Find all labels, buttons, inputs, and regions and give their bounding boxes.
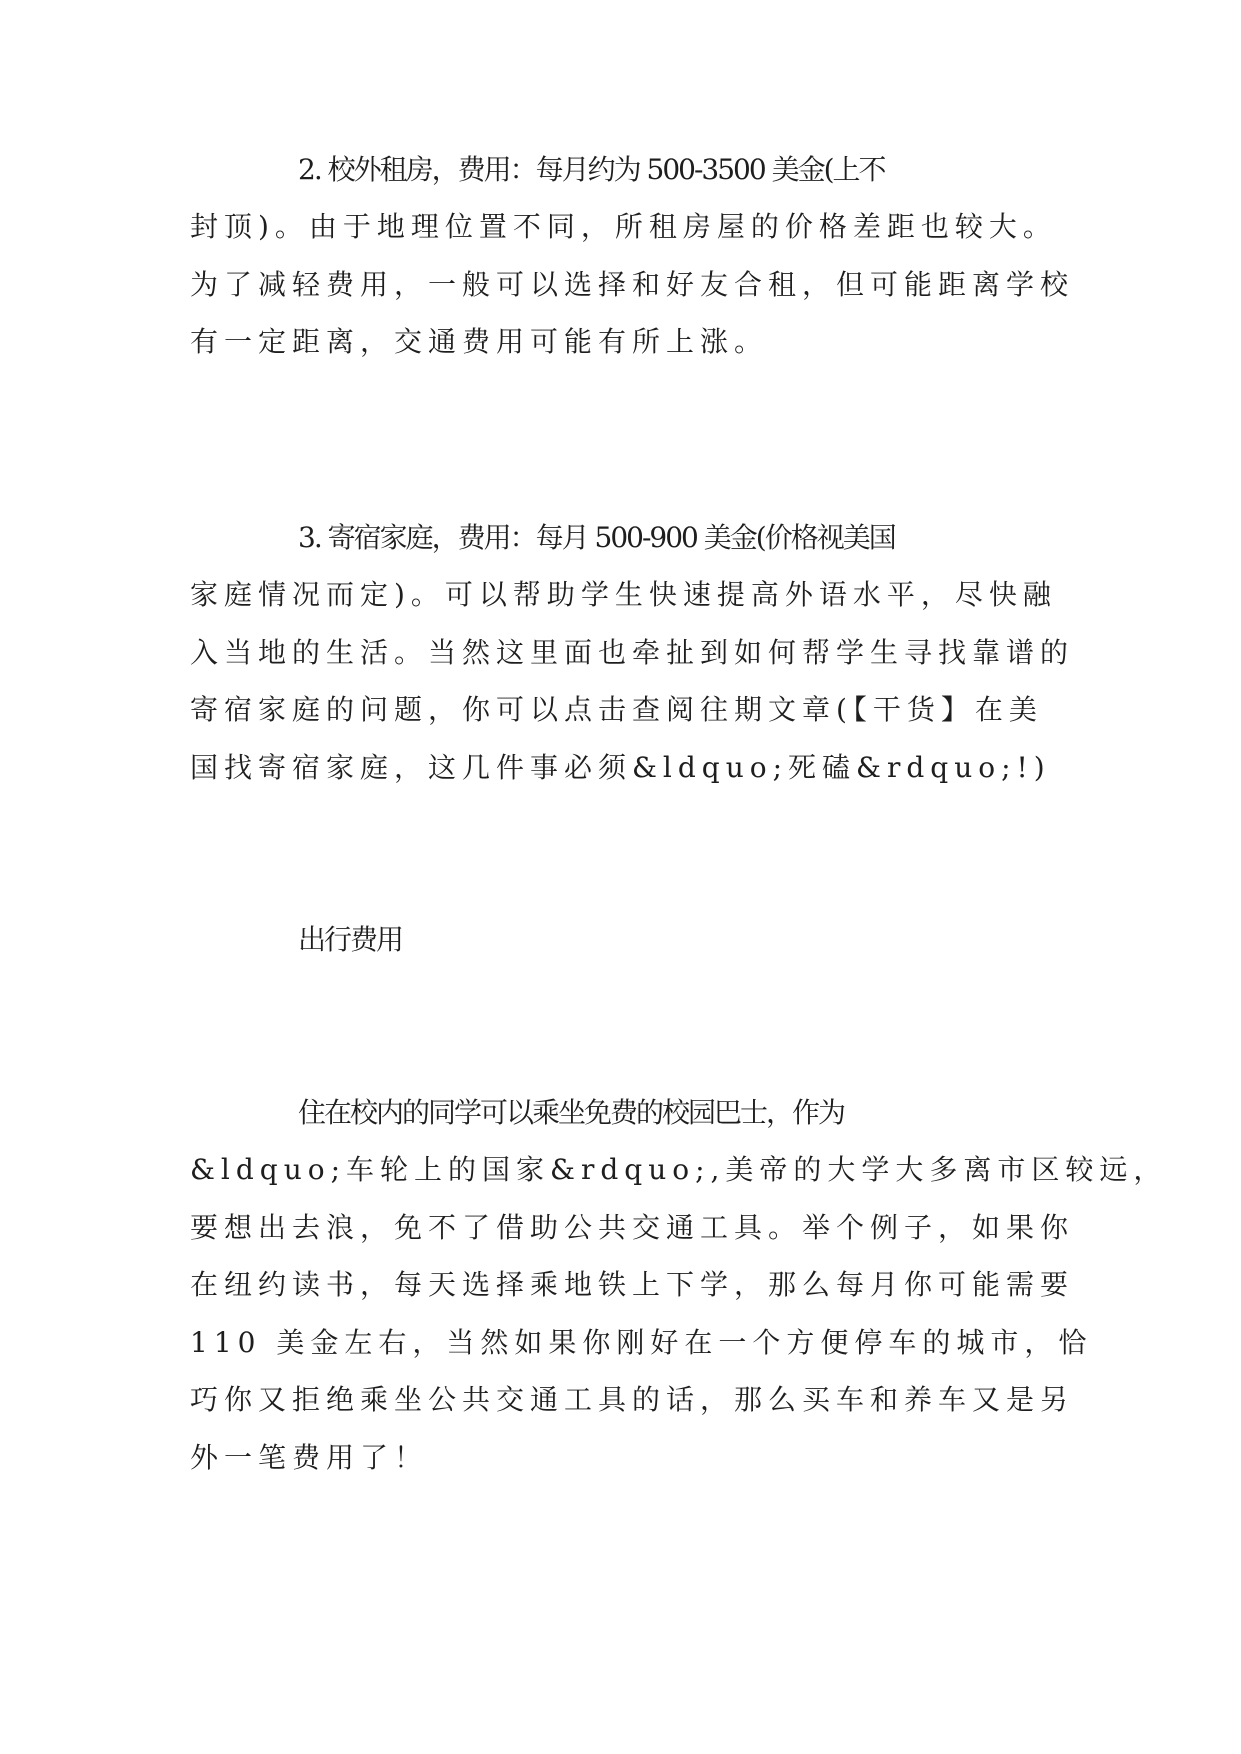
text-line: 寄宿家庭的问题，你可以点击查阅往期文章(【干货】在美 xyxy=(190,693,1043,726)
section-heading-travel-costs: 出行费用 xyxy=(298,923,403,956)
text-line: 3. 寄宿家庭，费用：每月 500-900 美金(价格视美国 xyxy=(298,521,895,554)
text-line: 2. 校外租房，费用：每月约为 500-3500 美金(上不 xyxy=(298,153,885,186)
text-line: 封顶)。由于地理位置不同，所租房屋的价格差距也较大。 xyxy=(190,210,1057,243)
text-line: &ldquo;车轮上的国家&rdquo;,美帝的大学大多离市区较远， xyxy=(190,1153,1168,1186)
text-line: 为了减轻费用，一般可以选择和好友合租，但可能距离学校 xyxy=(190,268,1075,301)
text-line: 有一定距离，交通费用可能有所上涨。 xyxy=(190,325,769,358)
text-line: 国找寄宿家庭，这几件事必须&ldquo;死磕&rdquo;!) xyxy=(190,751,1051,784)
text-line: 外一笔费用了！ xyxy=(190,1441,429,1474)
text-line: 在纽约读书，每天选择乘地铁上下学，那么每月你可能需要 xyxy=(190,1268,1075,1301)
text-line: 家庭情况而定)。可以帮助学生快速提高外语水平，尽快融 xyxy=(190,578,1057,611)
text-line: 要想出去浪，免不了借助公共交通工具。举个例子，如果你 xyxy=(190,1211,1075,1244)
text-line: 110 美金左右，当然如果你刚好在一个方便停车的城市，恰 xyxy=(190,1326,1093,1359)
text-line: 入当地的生活。当然这里面也牵扯到如何帮学生寻找靠谱的 xyxy=(190,636,1075,669)
text-line: 巧你又拒绝乘坐公共交通工具的话，那么买车和养车又是另 xyxy=(190,1383,1075,1416)
text-line: 住在校内的同学可以乘坐免费的校园巴士，作为 xyxy=(298,1096,845,1129)
